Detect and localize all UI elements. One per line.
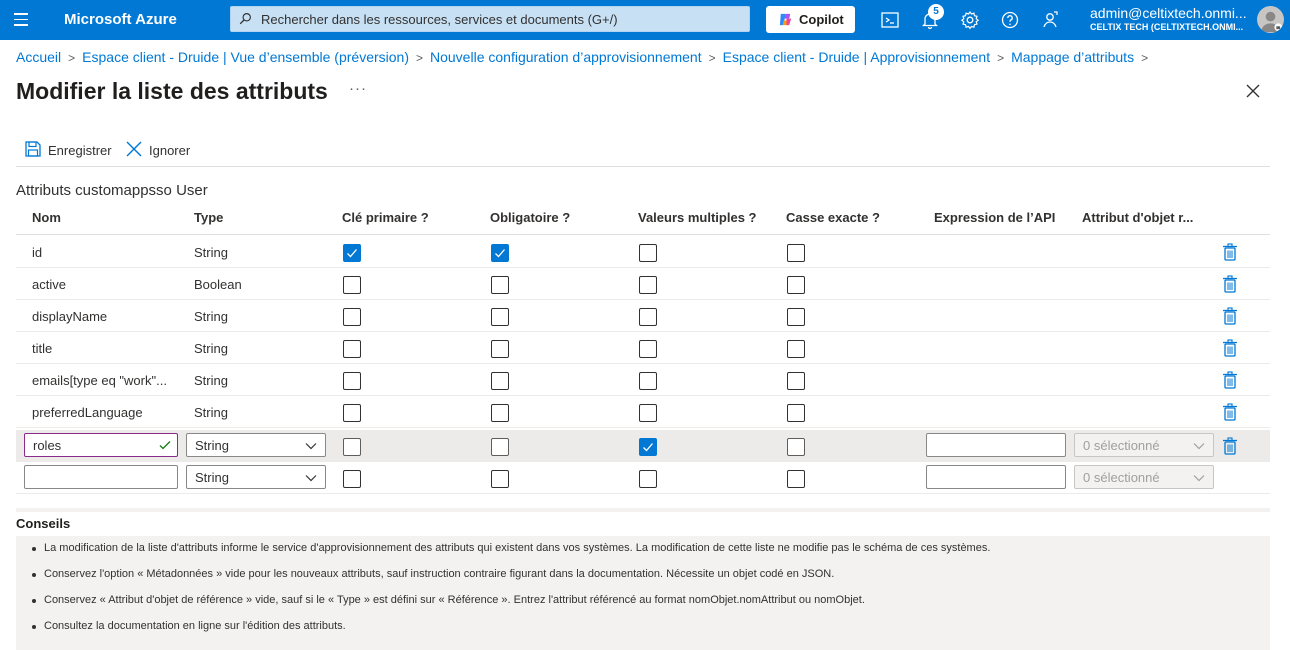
- exact-case-checkbox[interactable]: [787, 438, 805, 456]
- settings-gear-icon[interactable]: [958, 8, 982, 32]
- primary-key-checkbox[interactable]: [343, 404, 361, 422]
- attribute-name: active: [32, 277, 66, 292]
- exact-case-checkbox[interactable]: [787, 372, 805, 390]
- tips-panel: [16, 508, 1270, 650]
- menu-icon[interactable]: [10, 9, 32, 31]
- chevron-down-icon: [305, 472, 317, 484]
- required-checkbox[interactable]: [491, 470, 509, 488]
- column-header-exact-case: Casse exacte ?: [786, 210, 880, 225]
- new-attribute-type-value: String: [195, 470, 229, 485]
- tip-item: Consultez la documentation en ligne sur l'édition des attributs.: [44, 620, 990, 646]
- top-bar: [0, 0, 1290, 40]
- chevron-right-icon: >: [1141, 51, 1149, 65]
- new-attribute-type-dropdown[interactable]: [186, 465, 326, 489]
- discard-button[interactable]: [125, 140, 197, 160]
- column-header-name: Nom: [32, 210, 61, 225]
- delete-icon[interactable]: [1222, 275, 1238, 293]
- attribute-name-value: roles: [33, 438, 62, 453]
- required-checkbox[interactable]: [491, 276, 509, 294]
- delete-icon[interactable]: [1222, 371, 1238, 389]
- new-ref-object-attr-value: 0 sélectionné: [1083, 470, 1160, 485]
- column-header-required: Obligatoire ?: [490, 210, 571, 225]
- multi-valued-checkbox[interactable]: [639, 372, 657, 390]
- page-title: Modifier la liste des attributs: [16, 78, 328, 104]
- close-icon: [125, 140, 143, 158]
- breadcrumb-client-provisioning[interactable]: Espace client - Druide | Approvisionnement: [722, 49, 991, 65]
- command-bar-divider: [16, 166, 1270, 167]
- checkmark-icon: [158, 438, 172, 452]
- required-checkbox[interactable]: [491, 438, 509, 456]
- attribute-name: emails[type eq "work"...: [32, 373, 167, 388]
- checkmark-icon: [642, 441, 654, 453]
- user-email: admin@celtixtech.onmi...: [1090, 5, 1247, 21]
- breadcrumb: [16, 49, 1155, 65]
- search-placeholder: Rechercher dans les ressources, services et documents (G+/): [261, 12, 618, 27]
- attribute-type: String: [194, 245, 228, 260]
- attribute-type: String: [194, 341, 228, 356]
- column-header-type: Type: [194, 210, 224, 225]
- delete-icon[interactable]: [1222, 307, 1238, 325]
- required-checkbox[interactable]: [491, 308, 509, 326]
- column-header-api-expression: Expression de l’API: [934, 210, 1056, 225]
- tip-item: Conservez « Attribut d'objet de référence » vide, sauf si le « Type » est défini sur « Référence ». Entrez l'attribut référencé au format nomObjet.nomAttribut ou nomObjet.: [44, 594, 990, 620]
- save-label: Enregistrer: [48, 143, 112, 158]
- exact-case-checkbox[interactable]: [787, 470, 805, 488]
- more-options-button[interactable]: ···: [349, 80, 367, 97]
- delete-icon[interactable]: [1222, 243, 1238, 261]
- attribute-name: id: [32, 245, 43, 260]
- breadcrumb-client-overview[interactable]: Espace client - Druide | Vue d’ensemble (préversion): [82, 49, 409, 65]
- primary-key-checkbox[interactable]: [343, 438, 361, 456]
- chevron-right-icon: >: [708, 51, 716, 65]
- primary-key-checkbox[interactable]: [343, 308, 361, 326]
- avatar[interactable]: [1257, 6, 1284, 33]
- ref-object-attr-dropdown[interactable]: [1074, 433, 1214, 457]
- primary-key-checkbox[interactable]: [343, 276, 361, 294]
- table-header: [16, 206, 1270, 235]
- table-row[interactable]: [16, 332, 1270, 364]
- primary-key-checkbox[interactable]: [343, 244, 361, 262]
- close-icon[interactable]: [1244, 82, 1262, 100]
- chevron-right-icon: >: [997, 51, 1005, 65]
- chevron-down-icon: [1193, 472, 1205, 484]
- attribute-name-input[interactable]: [24, 433, 178, 457]
- chevron-down-icon: [1193, 440, 1205, 452]
- attribute-type: String: [194, 405, 228, 420]
- table-row[interactable]: [16, 236, 1270, 268]
- attribute-type: String: [194, 309, 228, 324]
- attribute-name: title: [32, 341, 53, 356]
- breadcrumb-attribute-mapping[interactable]: Mappage d’attributs: [1011, 49, 1135, 65]
- ref-object-attr-value: 0 sélectionné: [1083, 438, 1160, 453]
- brand-title[interactable]: Microsoft Azure: [64, 11, 177, 28]
- checkmark-icon: [494, 247, 506, 259]
- table-row[interactable]: [16, 364, 1270, 396]
- user-account[interactable]: [1090, 5, 1247, 32]
- attribute-name: preferredLanguage: [32, 405, 143, 420]
- column-header-ref-object-attr: Attribut d'objet r...: [1082, 210, 1194, 225]
- required-checkbox[interactable]: [491, 372, 509, 390]
- chevron-right-icon: >: [68, 51, 76, 65]
- delete-icon[interactable]: [1222, 403, 1238, 421]
- attribute-type-dropdown[interactable]: [186, 433, 326, 457]
- exact-case-checkbox[interactable]: [787, 404, 805, 422]
- multi-valued-checkbox[interactable]: [639, 308, 657, 326]
- multi-valued-checkbox[interactable]: [639, 244, 657, 262]
- multi-valued-checkbox[interactable]: [639, 438, 657, 456]
- search-input[interactable]: [230, 6, 750, 32]
- cloud-shell-icon[interactable]: [878, 8, 902, 32]
- checkmark-icon: [346, 247, 358, 259]
- exact-case-checkbox[interactable]: [787, 276, 805, 294]
- table-row-new: [16, 462, 1270, 494]
- feedback-icon[interactable]: [1038, 8, 1062, 32]
- attribute-name: displayName: [32, 309, 108, 324]
- multi-valued-checkbox[interactable]: [639, 404, 657, 422]
- primary-key-checkbox[interactable]: [343, 340, 361, 358]
- exact-case-checkbox[interactable]: [787, 308, 805, 326]
- exact-case-checkbox[interactable]: [787, 244, 805, 262]
- column-header-primary-key: Clé primaire ?: [342, 210, 429, 225]
- required-checkbox[interactable]: [491, 244, 509, 262]
- save-icon: [24, 140, 42, 158]
- delete-icon[interactable]: [1222, 437, 1238, 455]
- new-api-expression-input[interactable]: [926, 465, 1066, 489]
- search-icon: [239, 12, 252, 25]
- table-row[interactable]: [16, 268, 1270, 300]
- multi-valued-checkbox[interactable]: [639, 340, 657, 358]
- required-checkbox[interactable]: [491, 404, 509, 422]
- save-button[interactable]: [24, 140, 114, 160]
- exact-case-checkbox[interactable]: [787, 340, 805, 358]
- breadcrumb-home[interactable]: Accueil: [16, 49, 62, 65]
- tip-item: La modification de la liste d'attributs informe le service d'approvisionnement des attributs qui existent dans vos systèmes. La modification de cette liste ne modifie pas le schéma de ces systèmes.: [44, 542, 990, 568]
- copilot-label: Copilot: [799, 12, 844, 27]
- attribute-type-value: String: [195, 438, 229, 453]
- attribute-type: Boolean: [194, 277, 242, 292]
- column-header-multi-valued: Valeurs multiples ?: [638, 210, 757, 225]
- attribute-type: String: [194, 373, 228, 388]
- table-row[interactable]: [16, 396, 1270, 428]
- chevron-down-icon: [305, 440, 317, 452]
- tip-item: Conservez l'option « Métadonnées » vide pour les nouveaux attributs, sauf instruction contraire figurant dans la documentation. Nécessite un objet codé en JSON.: [44, 568, 990, 594]
- new-ref-object-attr-dropdown[interactable]: [1074, 465, 1214, 489]
- tips-list: [44, 542, 990, 646]
- user-tenant: CELTIX TECH (CELTIXTECH.ONMI...: [1090, 22, 1244, 32]
- notification-badge: 5: [928, 4, 944, 20]
- multi-valued-checkbox[interactable]: [639, 470, 657, 488]
- required-checkbox[interactable]: [491, 340, 509, 358]
- section-title: Attributs customappsso User: [16, 182, 208, 199]
- primary-key-checkbox[interactable]: [343, 372, 361, 390]
- table-row-editing: [16, 430, 1270, 462]
- copilot-button[interactable]: [766, 6, 855, 33]
- table-row[interactable]: [16, 300, 1270, 332]
- breadcrumb-new-provisioning-config[interactable]: Nouvelle configuration d’approvisionnement: [430, 49, 702, 65]
- multi-valued-checkbox[interactable]: [639, 276, 657, 294]
- primary-key-checkbox[interactable]: [343, 470, 361, 488]
- copilot-icon: [778, 12, 793, 27]
- api-expression-input[interactable]: [926, 433, 1066, 457]
- delete-icon[interactable]: [1222, 339, 1238, 357]
- tips-title: Conseils: [16, 512, 1270, 536]
- help-icon[interactable]: [998, 8, 1022, 32]
- chevron-right-icon: >: [415, 51, 423, 65]
- new-attribute-name-input[interactable]: [24, 465, 178, 489]
- discard-label: Ignorer: [149, 143, 191, 158]
